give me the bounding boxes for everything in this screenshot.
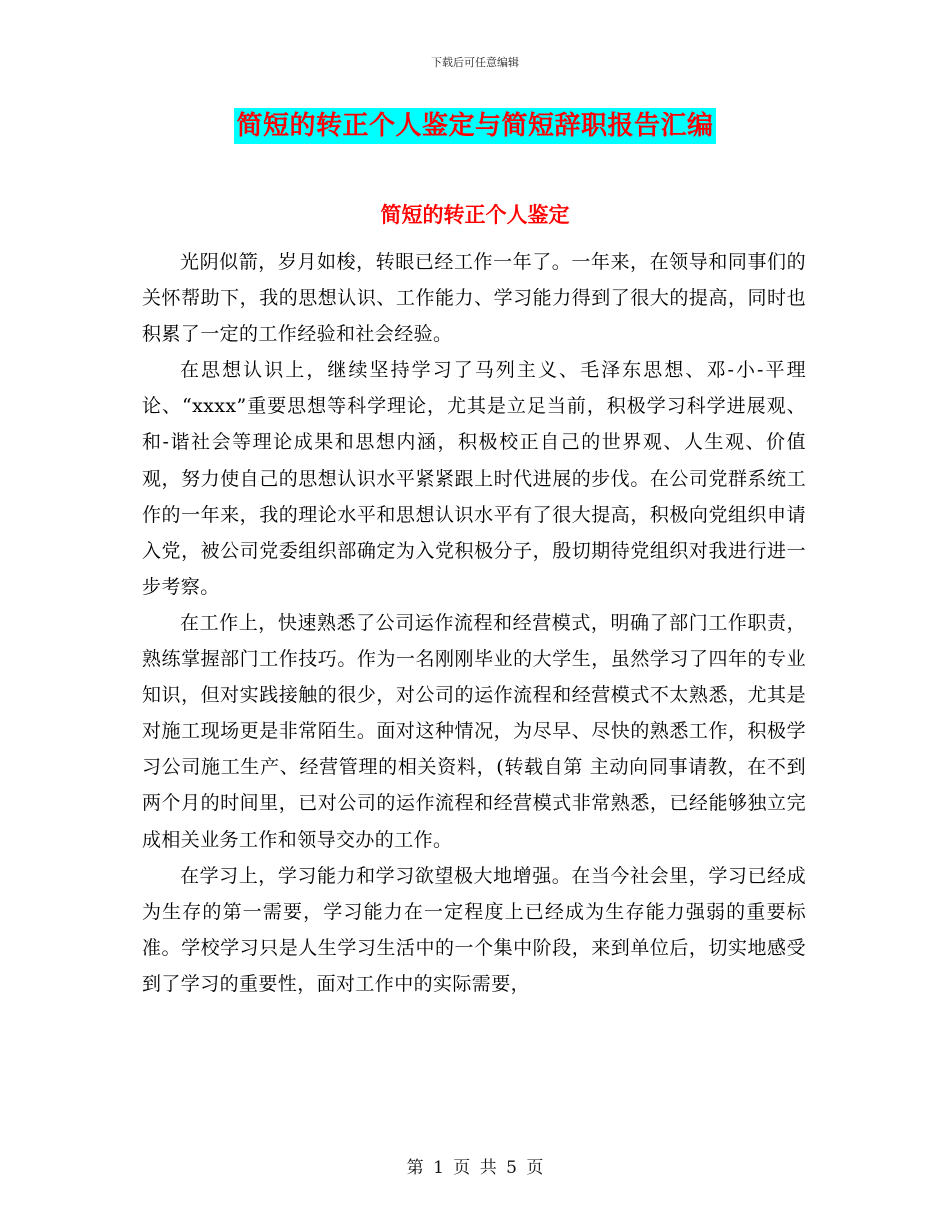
paragraph-ideology: 在思想认识上，继续坚持学习了马列主义、毛泽东思想、邓-小-平理论、“xxxx”重要思想等科学理论，尤其是立足当前，积极学习科学进展观、和-谐社会等理论成果和思想内涵，积极校正自己的世界观、人生观、价值观，努力使自己的思想认识水平紧紧跟上时代进展的步伐。在公司党群系统工作的一年来，我的理论水平和思想认识水平有了很大提高，积极向党组织申请入党，被公司党委组织部确定为入党积极分子，殷切期待党组织对我进行进一步考察。 [142,359,806,598]
paragraph-intro: 光阴似箭，岁月如梭，转眼已经工作一年了。一年来，在领导和同事们的关怀帮助下，我的思想认识、工作能力、学习能力得到了很大的提高，同时也积累了一定的工作经验和社会经验。 [142,251,806,346]
page-indicator: 第 1 页 共 5 页 [406,1158,544,1178]
section-title: 简短的转正个人鉴定 [380,202,570,227]
document-title: 简短的转正个人鉴定与简短辞职报告汇编 [234,108,715,144]
paragraph-study: 在学习上，学习能力和学习欲望极大地增强。在当今社会里，学习已经成为生存的第一需要，学习能力在一定程度上已经成为生存能力强弱的重要标准。学校学习只是人生学习生活中的一个集中阶段，来到单位后，切实地感受到了学习的重要性，面对工作中的实际需要， [142,864,806,995]
document-body [142,244,806,1002]
document-title-wrapper [0,108,950,144]
header-note: 下载后可任意编辑 [431,56,519,69]
paragraph-work: 在工作上，快速熟悉了公司运作流程和经营模式，明确了部门工作职责，熟练掌握部门工作技巧。作为一名刚刚毕业的大学生，虽然学习了四年的专业知识，但对实践接触的很少，对公司的运作流程和经营模式不太熟悉，尤其是对施工现场更是非常陌生。面对这种情况，为尽早、尽快的熟悉工作，积极学习公司施工生产、经营管理的相关资料，(转载自第 主动向同事请教，在不到两个月的时间里，已对公司的运作流程和经营模式非常熟悉，已经能够独立完成相关业务工作和领导交办的工作。 [142,611,806,851]
